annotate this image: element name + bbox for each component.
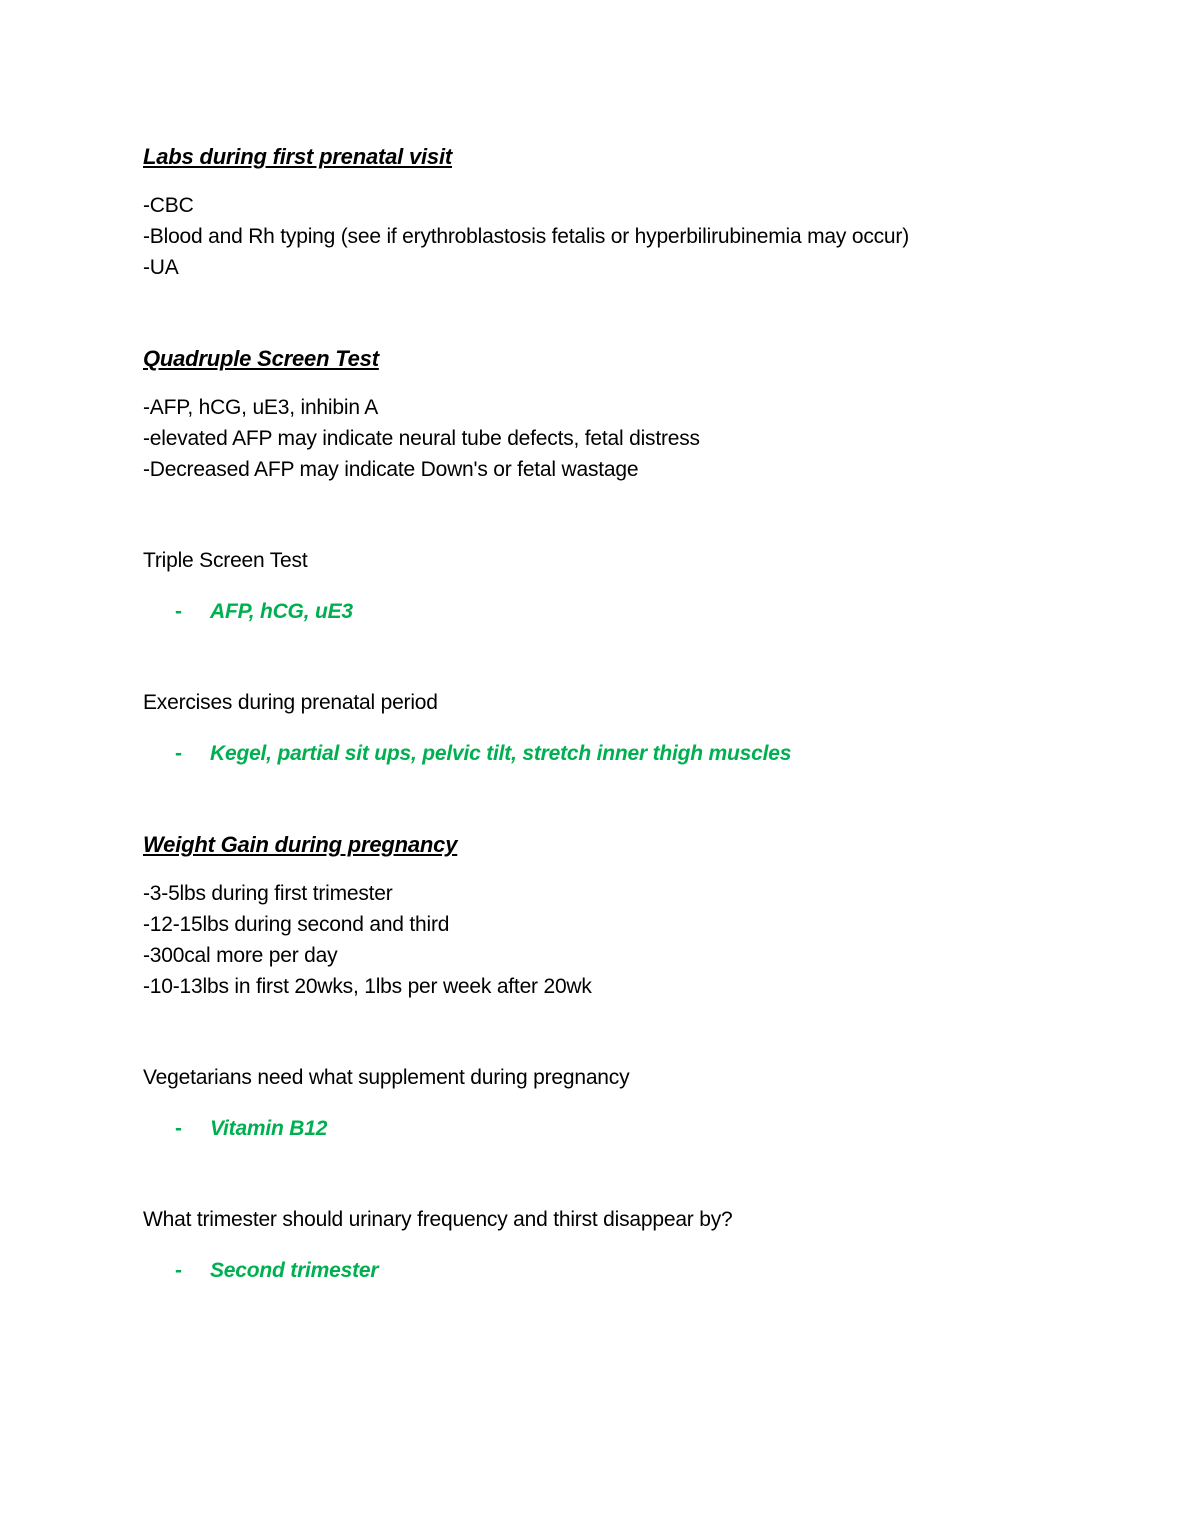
note-line: -10-13lbs in first 20wks, 1lbs per week after 20wk: [143, 975, 592, 998]
section-labs-during-first-prenatal-visit: [143, 141, 1100, 283]
document-page: [143, 141, 1100, 1286]
question-text: Triple Screen Test: [143, 549, 308, 572]
question-text: What trimester should urinary frequency and thirst disappear by?: [143, 1208, 733, 1231]
section-heading: Weight Gain during pregnancy: [143, 832, 458, 857]
answer-text: Vitamin B12: [210, 1117, 328, 1140]
bullet-dash: -: [175, 1117, 182, 1140]
bullet-dash: -: [175, 1259, 182, 1282]
qa-exercises-during-prenatal-period: [143, 687, 1100, 769]
bullet-dash: -: [175, 742, 182, 765]
answer-text: AFP, hCG, uE3: [210, 600, 353, 623]
note-line: -elevated AFP may indicate neural tube defects, fetal distress: [143, 427, 700, 450]
note-line: -300cal more per day: [143, 944, 338, 967]
section-weight-gain-during-pregnancy: [143, 829, 1100, 1002]
answer-bullet: [143, 596, 1100, 627]
qa-vegetarian-supplement: [143, 1062, 1100, 1144]
note-line: -CBC: [143, 194, 194, 217]
note-line: -Blood and Rh typing (see if erythroblastosis fetalis or hyperbilirubinemia may occur): [143, 225, 909, 248]
answer-bullet: [143, 1255, 1100, 1286]
note-line: -Decreased AFP may indicate Down's or fetal wastage: [143, 458, 639, 481]
note-line: -3-5lbs during first trimester: [143, 882, 393, 905]
qa-triple-screen-test: [143, 545, 1100, 627]
question-text: Vegetarians need what supplement during pregnancy: [143, 1066, 630, 1089]
section-quadruple-screen-test: [143, 343, 1100, 485]
answer-bullet: [143, 1113, 1100, 1144]
note-line: -AFP, hCG, uE3, inhibin A: [143, 396, 379, 419]
question-text: Exercises during prenatal period: [143, 691, 438, 714]
answer-text: Second trimester: [210, 1259, 379, 1282]
section-heading: Labs during first prenatal visit: [143, 144, 452, 169]
section-heading: Quadruple Screen Test: [143, 346, 379, 371]
note-line: -12-15lbs during second and third: [143, 913, 450, 936]
qa-urinary-frequency-trimester: [143, 1204, 1100, 1286]
bullet-dash: -: [175, 600, 182, 623]
answer-bullet: [143, 738, 1100, 769]
note-line: -UA: [143, 256, 179, 279]
answer-text: Kegel, partial sit ups, pelvic tilt, stretch inner thigh muscles: [210, 742, 792, 765]
